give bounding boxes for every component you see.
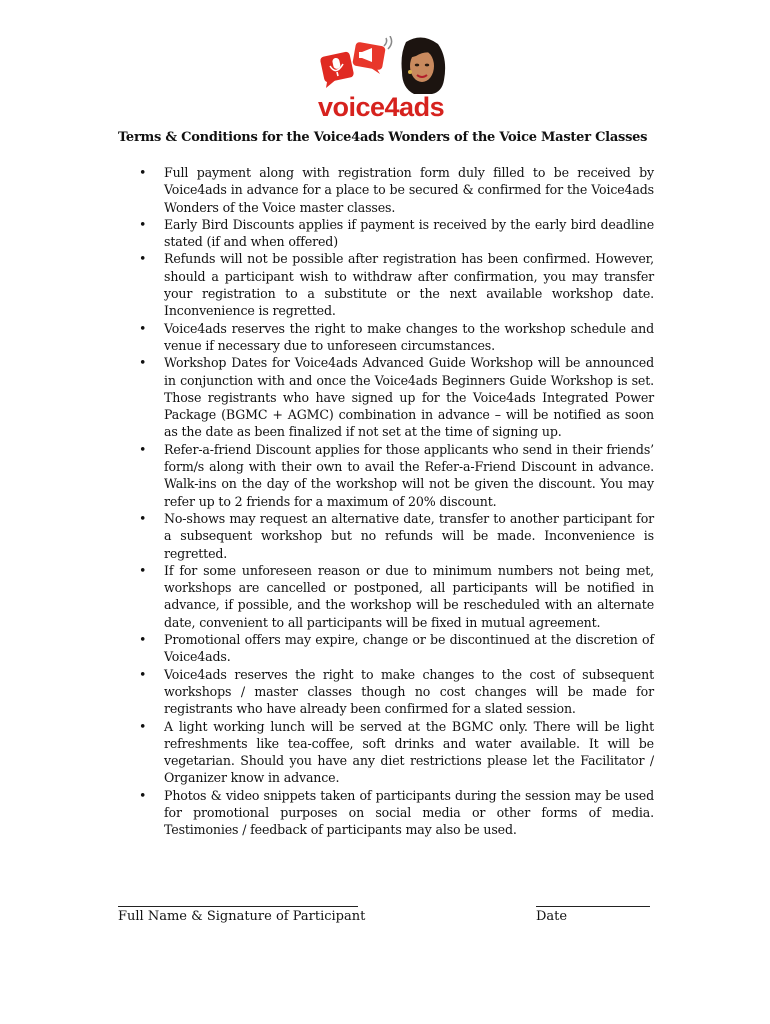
term-item <box>136 631 654 666</box>
bullet-icon: • <box>139 251 147 267</box>
term-text: Full payment along with registration form duly filled to be received by Voice4ads in advance for a place to be secured & confirmed for the Voice4ads Wonders of the Voice master classes. <box>164 165 654 215</box>
term-text: Voice4ads reserves the right to make changes to the cost of subsequent workshops / master classes though no cost changes will be made for registrants who have already been confirmed for a slated session. <box>164 666 654 717</box>
term-text: A light working lunch will be served at the BGMC only. There will be light refreshments like tea-coffee, soft drinks and water available. It will be vegetarian. Should you have any diet restrictions please let the Facilitator / Organizer know in advance. <box>164 718 654 786</box>
bullet-icon: • <box>139 787 147 803</box>
term-item <box>136 510 654 562</box>
term-item <box>136 441 654 510</box>
date-label: Date <box>536 909 568 924</box>
voice4ads-logo <box>318 36 460 122</box>
term-text: Promotional offers may expire, change or be discontinued at the discretion of Voice4ads. <box>164 632 654 665</box>
bullet-icon: • <box>139 441 147 457</box>
bullet-icon: • <box>139 632 147 648</box>
term-item <box>136 320 654 355</box>
logo-graphic <box>318 36 460 96</box>
bullet-icon: • <box>139 666 147 682</box>
term-item <box>136 250 654 319</box>
bullet-icon: • <box>139 355 147 371</box>
sound-wave-icon <box>384 36 392 49</box>
term-item <box>136 216 654 251</box>
bullet-icon: • <box>139 216 147 232</box>
terms-list <box>136 164 654 839</box>
term-text: Refer-a-friend Discount applies for those applicants who send in their friends’ form/s along with their own to avail the Refer-a-Friend Discount in advance. Walk-ins on the day of the workshop will not be given the discount. You may refer up to 2 friends for a maximum of 20% discount. <box>164 441 654 509</box>
mic-bubble-icon <box>320 51 355 88</box>
date-line <box>536 906 650 907</box>
woman-avatar-icon <box>402 37 446 94</box>
logo-wordmark: voice4ads <box>318 92 445 122</box>
megaphone-bubble-icon <box>352 42 386 74</box>
term-text: Voice4ads reserves the right to make changes to the workshop schedule and venue if necessary due to unforeseen circumstances. <box>164 320 654 353</box>
term-text: Photos & video snippets taken of participants during the session may be used for promotional purposes on social media or other forms of media. Testimonies / feedback of participants may also be used. <box>164 787 654 838</box>
signature-line <box>118 906 358 907</box>
term-item <box>136 562 654 631</box>
term-item <box>136 718 654 787</box>
bullet-icon: • <box>139 165 147 180</box>
term-item <box>136 666 654 718</box>
page-title: Terms & Conditions for the Voice4ads Wonders of the Voice Master Classes <box>118 130 648 145</box>
bullet-icon: • <box>139 718 147 734</box>
term-text: No-shows may request an alternative date, transfer to another participant for a subsequent workshop but no refunds will be made. Inconvenience is regretted. <box>164 510 654 561</box>
signature-label: Full Name & Signature of Participant <box>118 909 366 924</box>
term-text: If for some unforeseen reason or due to minimum numbers not being met, workshops are cancelled or postponed, all participants will be notified in advance, if possible, and the workshop will be rescheduled with an alternate date, convenient to all participants will be fixed in mutual agreement. <box>164 562 654 630</box>
bullet-icon: • <box>139 320 147 336</box>
term-text: Workshop Dates for Voice4ads Advanced Guide Workshop will be announced in conjunction with and once the Voice4ads Beginners Guide Workshop is set. Those registrants who have signed up for the Voice4ads Integrated Power Package (BGMC + AGMC) combination in advance – will be notified as soon as the date as been finalized if not set at the time of signing up. <box>164 355 654 440</box>
term-item <box>136 164 654 216</box>
bullet-icon: • <box>139 562 147 578</box>
term-text: Early Bird Discounts applies if payment is received by the early bird deadline stated (if and when offered) <box>164 216 654 250</box>
term-text: Refunds will not be possible after registration has been confirmed. However, should a participant wish to withdraw after confirmation, you may transfer your registration to a substitute or the next available workshop date. Inconvenience is regretted. <box>164 251 654 319</box>
term-item <box>136 354 654 440</box>
bullet-icon: • <box>139 510 147 526</box>
term-item <box>136 787 654 839</box>
